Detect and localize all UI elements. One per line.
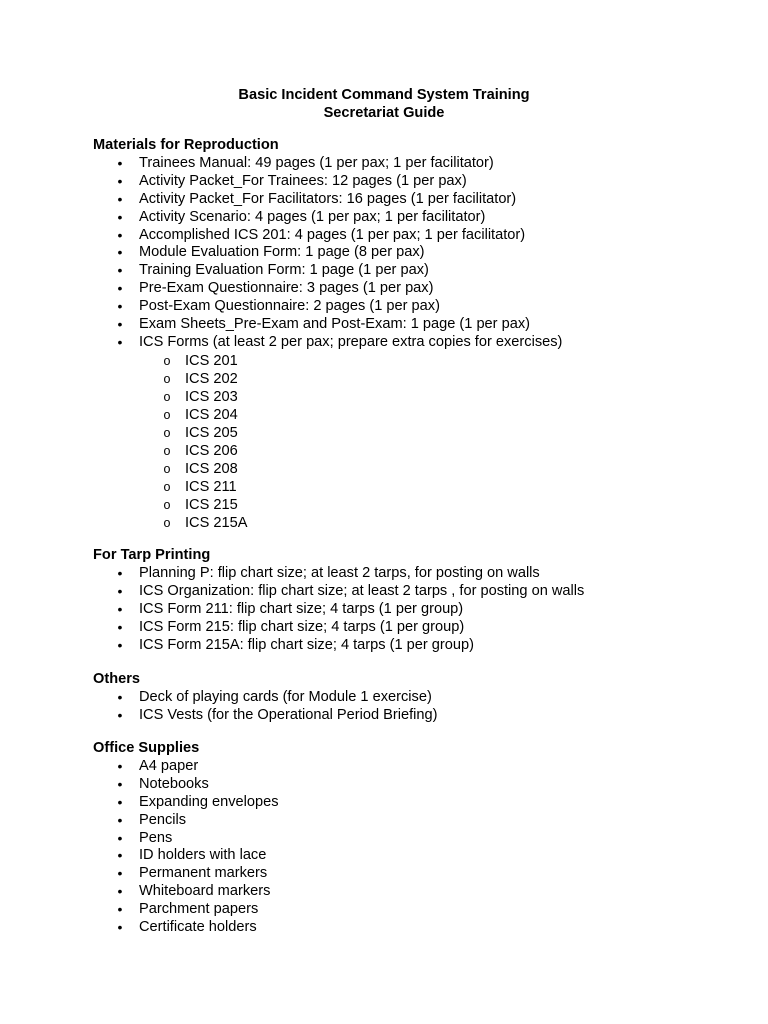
- bullet-icon: •: [117, 847, 123, 864]
- list-item: [93, 565, 733, 583]
- bullet-icon: •: [117, 298, 123, 315]
- list-item: [93, 637, 733, 655]
- list-item-text: ICS Organization: flip chart size; at least 2 tarps , for posting on walls: [139, 582, 585, 599]
- list-item: [93, 619, 733, 637]
- list-item: [93, 758, 733, 776]
- sublist-item: [93, 514, 733, 532]
- bullet-icon: •: [117, 244, 123, 261]
- list-item-text: Expanding envelopes: [139, 793, 279, 810]
- sublist-item: [93, 460, 733, 478]
- list-item: [93, 919, 733, 937]
- sublist-item: [93, 352, 733, 370]
- list-item-text: ID holders with lace: [139, 847, 267, 864]
- circle-bullet-icon: o: [163, 479, 171, 494]
- sublist-item-text: ICS 202: [185, 370, 238, 387]
- list-item-text: Activity Packet_For Facilitators: 16 pages (1 per facilitator): [139, 190, 517, 207]
- list-item-text: Trainees Manual: 49 pages (1 per pax; 1 per facilitator): [139, 154, 494, 171]
- document-title-block: [0, 87, 768, 122]
- list-item-text: ICS Forms (at least 2 per pax; prepare extra copies for exercises): [139, 333, 563, 350]
- list-item-text: Planning P: flip chart size; at least 2 tarps, for posting on walls: [139, 564, 540, 581]
- list-item: [93, 262, 733, 280]
- list-item: [93, 173, 733, 191]
- circle-bullet-icon: o: [163, 461, 171, 476]
- list-item-text: Parchment papers: [139, 901, 259, 918]
- list-item: [93, 583, 733, 601]
- list-item-text: ICS Vests (for the Operational Period Briefing): [139, 706, 438, 723]
- list-item-text: Pre-Exam Questionnaire: 3 pages (1 per pax): [139, 280, 434, 297]
- sublist-item-text: ICS 204: [185, 406, 238, 423]
- bullet-icon: •: [117, 190, 123, 207]
- section-heading: Others: [93, 671, 141, 687]
- sublist-item: [93, 496, 733, 514]
- sublist-item-text: ICS 203: [185, 388, 238, 405]
- list-item: [93, 794, 733, 812]
- section-heading: Office Supplies: [93, 740, 200, 756]
- bullet-icon: •: [117, 757, 123, 774]
- bullet-icon: •: [117, 333, 123, 350]
- circle-bullet-icon: o: [163, 407, 171, 422]
- sublist-item-text: ICS 201: [185, 352, 238, 369]
- list-item: [93, 707, 733, 725]
- list-item: [93, 191, 733, 209]
- sublist-item-text: ICS 205: [185, 424, 238, 441]
- list-item: [93, 316, 733, 334]
- bullet-icon: •: [117, 636, 123, 653]
- list-item-text: Deck of playing cards (for Module 1 exercise): [139, 688, 432, 705]
- bullet-icon: •: [117, 688, 123, 705]
- sublist-item: [93, 424, 733, 442]
- list-item: [93, 812, 733, 830]
- list-item-text: Module Evaluation Form: 1 page (8 per pax): [139, 244, 425, 261]
- tarp-list: [93, 565, 733, 655]
- circle-bullet-icon: o: [163, 497, 171, 512]
- bullet-icon: •: [117, 582, 123, 599]
- sublist-item-text: ICS 208: [185, 460, 238, 477]
- list-item: [93, 280, 733, 298]
- section-others: [93, 671, 733, 725]
- list-item: [93, 227, 733, 245]
- bullet-icon: •: [117, 262, 123, 279]
- bullet-icon: •: [117, 919, 123, 936]
- list-item: [93, 901, 733, 919]
- bullet-icon: •: [117, 154, 123, 171]
- bullet-icon: •: [117, 793, 123, 810]
- circle-bullet-icon: o: [163, 443, 171, 458]
- list-item-text: Permanent markers: [139, 865, 268, 882]
- list-item: [93, 155, 733, 173]
- list-item-text: Exam Sheets_Pre-Exam and Post-Exam: 1 page (1 per pax): [139, 316, 530, 333]
- circle-bullet-icon: o: [163, 389, 171, 404]
- list-item-text: Notebooks: [139, 775, 209, 792]
- ics-forms-sublist: [93, 352, 733, 532]
- bullet-icon: •: [117, 829, 123, 846]
- list-item-text: Training Evaluation Form: 1 page (1 per pax): [139, 262, 429, 279]
- sublist-item-text: ICS 211: [185, 478, 237, 495]
- bullet-icon: •: [117, 883, 123, 900]
- list-item: [93, 334, 733, 352]
- document-title: Basic Incident Command System Training: [238, 87, 530, 103]
- list-item: [93, 865, 733, 883]
- list-item-text: Activity Scenario: 4 pages (1 per pax; 1 per facilitator): [139, 208, 486, 225]
- bullet-icon: •: [117, 775, 123, 792]
- list-item: [93, 689, 733, 707]
- list-item: [93, 830, 733, 848]
- list-item: [93, 298, 733, 316]
- list-item-text: A4 paper: [139, 757, 199, 774]
- circle-bullet-icon: o: [163, 371, 171, 386]
- sublist-item: [93, 442, 733, 460]
- list-item: [93, 847, 733, 865]
- bullet-icon: •: [117, 600, 123, 617]
- bullet-icon: •: [117, 564, 123, 581]
- list-item-text: Certificate holders: [139, 919, 257, 936]
- sublist-item: [93, 406, 733, 424]
- bullet-icon: •: [117, 280, 123, 297]
- others-list: [93, 689, 733, 725]
- bullet-icon: •: [117, 865, 123, 882]
- section-materials-for-reproduction: [93, 137, 733, 532]
- bullet-icon: •: [117, 706, 123, 723]
- list-item: [93, 883, 733, 901]
- sublist-item-text: ICS 215A: [185, 514, 248, 531]
- circle-bullet-icon: o: [163, 425, 171, 440]
- list-item-text: Accomplished ICS 201: 4 pages (1 per pax; 1 per facilitator): [139, 226, 526, 243]
- section-heading: Materials for Reproduction: [93, 137, 279, 153]
- bullet-icon: •: [117, 618, 123, 635]
- sublist-item-text: ICS 215: [185, 496, 238, 513]
- bullet-icon: •: [117, 226, 123, 243]
- section-office-supplies: [93, 740, 733, 937]
- list-item-text: Post-Exam Questionnaire: 2 pages (1 per pax): [139, 298, 440, 315]
- list-item: [93, 209, 733, 227]
- document-subtitle: Secretariat Guide: [323, 104, 445, 121]
- sublist-item: [93, 370, 733, 388]
- bullet-icon: •: [117, 208, 123, 225]
- circle-bullet-icon: o: [163, 353, 171, 368]
- materials-list: [93, 155, 733, 352]
- list-item: [93, 244, 733, 262]
- section-heading: For Tarp Printing: [93, 547, 211, 563]
- sublist-item: [93, 388, 733, 406]
- list-item: [93, 601, 733, 619]
- circle-bullet-icon: o: [163, 515, 171, 530]
- list-item-text: ICS Form 211: flip chart size; 4 tarps (1 per group): [139, 600, 464, 617]
- list-item-text: Activity Packet_For Trainees: 12 pages (1 per pax): [139, 172, 467, 189]
- bullet-icon: •: [117, 316, 123, 333]
- section-for-tarp-printing: [93, 547, 733, 654]
- office-supplies-list: [93, 758, 733, 937]
- list-item-text: ICS Form 215A: flip chart size; 4 tarps (1 per group): [139, 636, 474, 653]
- bullet-icon: •: [117, 172, 123, 189]
- sublist-item: [93, 478, 733, 496]
- bullet-icon: •: [117, 901, 123, 918]
- list-item-text: Whiteboard markers: [139, 883, 271, 900]
- bullet-icon: •: [117, 811, 123, 828]
- sublist-item-text: ICS 206: [185, 442, 238, 459]
- list-item-text: Pens: [139, 829, 173, 846]
- list-item-text: Pencils: [139, 811, 187, 828]
- list-item-text: ICS Form 215: flip chart size; 4 tarps (1 per group): [139, 618, 465, 635]
- list-item: [93, 776, 733, 794]
